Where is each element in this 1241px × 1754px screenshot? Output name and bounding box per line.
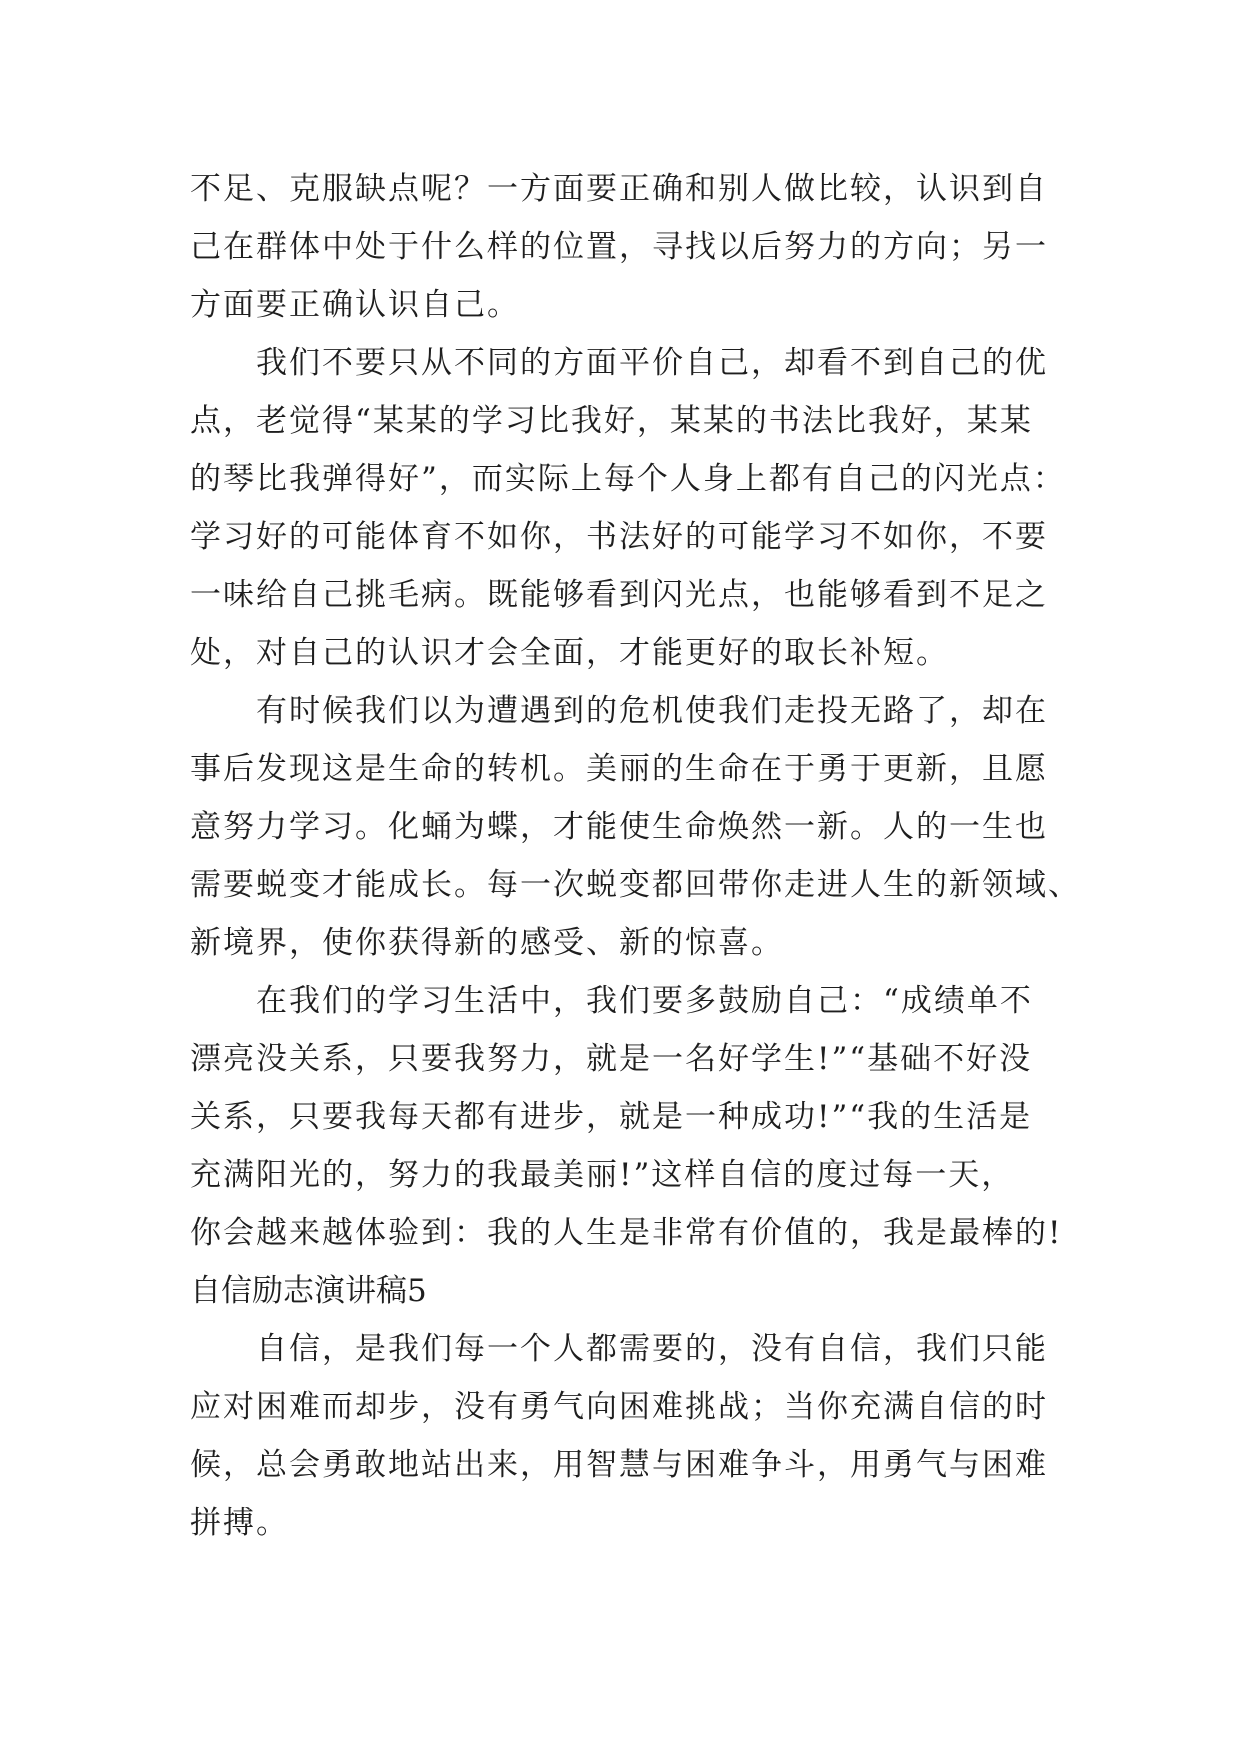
text-line: 的琴比我弹得好”，而实际上每个人身上都有自己的闪光点： [190, 461, 1066, 497]
text-line: 关系，只要我每天都有进步，就是一种成功!”“我的生活是 [190, 1099, 1033, 1135]
text-line: 应对困难而却步，没有勇气向困难挑战；当你充满自信的时 [190, 1389, 1048, 1425]
text-line: 你会越来越体验到：我的人生是非常有价值的，我是最棒的! [190, 1215, 1063, 1251]
text-line: 拼搏。 [190, 1505, 289, 1541]
paragraph-first-line: 自信，是我们每一个人都需要的，没有自信，我们只能 [256, 1331, 1048, 1367]
paragraph-first-line: 有时候我们以为遭遇到的危机使我们走投无路了，却在 [256, 693, 1048, 729]
text-line: 新境界，使你获得新的感受、新的惊喜。 [190, 925, 784, 961]
text-line: 需要蜕变才能成长。每一次蜕变都回带你走进人生的新领域、 [190, 867, 1081, 903]
text-line: 候，总会勇敢地站出来，用智慧与困难争斗，用勇气与困难 [190, 1447, 1048, 1483]
text-line: 不足、克服缺点呢？一方面要正确和别人做比较，认识到自 [190, 171, 1048, 207]
paragraph-first-line: 我们不要只从不同的方面平价自己，却看不到自己的优 [256, 345, 1048, 381]
section-heading: 自信励志演讲稿5 [190, 1273, 427, 1309]
text-line: 充满阳光的，努力的我最美丽!”这样自信的度过每一天， [190, 1157, 1015, 1193]
text-line: 事后发现这是生命的转机。美丽的生命在于勇于更新，且愿 [190, 751, 1048, 787]
text-line: 方面要正确认识自己。 [190, 287, 520, 323]
text-line: 一味给自己挑毛病。既能够看到闪光点，也能够看到不足之 [190, 577, 1048, 613]
text-line: 学习好的可能体育不如你，书法好的可能学习不如你，不要 [190, 519, 1048, 555]
text-line: 己在群体中处于什么样的位置，寻找以后努力的方向；另一 [190, 229, 1048, 265]
text-line: 意努力学习。化蛹为蝶，才能使生命焕然一新。人的一生也 [190, 809, 1048, 845]
paragraph-first-line: 在我们的学习生活中，我们要多鼓励自己：“成绩单不 [256, 983, 1033, 1019]
text-line: 处，对自己的认识才会全面，才能更好的取长补短。 [190, 635, 949, 671]
document-body [190, 160, 1081, 1552]
text-line: 点，老觉得“某某的学习比我好，某某的书法比我好，某某 [190, 403, 1033, 439]
text-line: 漂亮没关系，只要我努力，就是一名好学生!”“基础不好没 [190, 1041, 1033, 1077]
